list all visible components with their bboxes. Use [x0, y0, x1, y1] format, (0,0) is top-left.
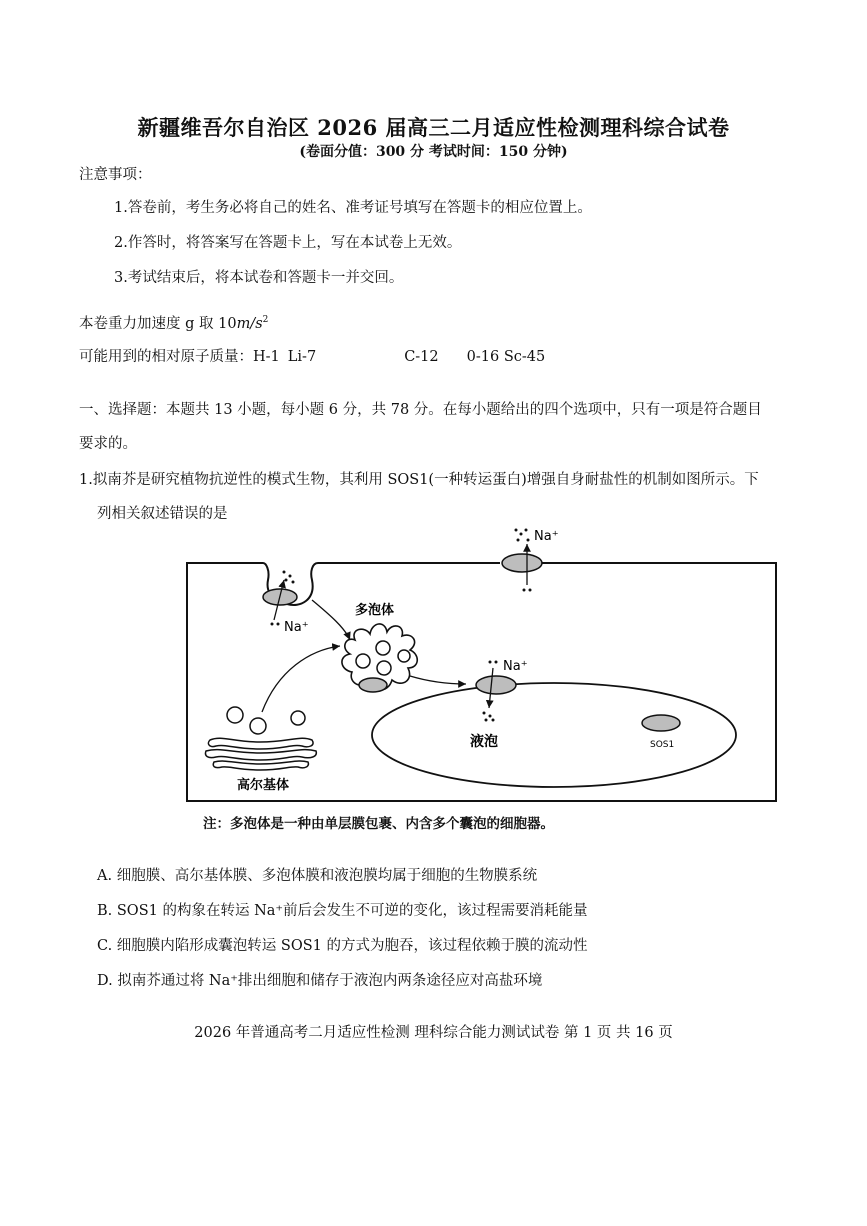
- sos1-legend-icon: [642, 715, 680, 731]
- section-heading: 一、选择题：本题共 13 小题，每小题 6 分，共 78 分。在每小题给出的四个选项中，只有一项是符合题目: [79, 402, 762, 418]
- na-label-left: Na⁺: [284, 620, 309, 635]
- gravity-prefix: 本卷重力加速度 g 取 10: [79, 316, 237, 332]
- vacuole: [372, 683, 736, 787]
- gravity-unit: m/s: [236, 316, 263, 332]
- na-label-vacuole: Na⁺: [503, 659, 528, 674]
- figure-note: 注：多泡体是一种由单层膜包裹、内含多个囊泡的细胞器。: [203, 816, 554, 832]
- sos1-legend-label: SOS1: [650, 740, 675, 750]
- section-heading-cont: 要求的。: [79, 436, 137, 452]
- note-item: 2.作答时，将答案写在答题卡上，写在本试卷上无效。: [114, 235, 462, 251]
- note-item: 1.答卷前，考生务必将自己的姓名、准考证号填写在答题卡的相应位置上。: [114, 200, 592, 216]
- atomic-masses-label: 可能用到的相对原子质量：H-1: [79, 349, 280, 365]
- question-stem-cont: 列相关叙述错误的是: [97, 506, 228, 522]
- gravity-exponent: 2: [262, 315, 269, 326]
- na-label-top: Na⁺: [534, 529, 559, 544]
- notes-heading: 注意事项：: [79, 167, 152, 183]
- option-b: B. SOS1 的构象在转运 Na⁺前后会发生不可逆的变化，该过程需要消耗能量: [97, 903, 588, 919]
- page-footer: 2026 年普通高考二月适应性检测 理科综合能力测试试卷 第 1 页 共 16 页: [194, 1025, 673, 1041]
- page-title: 新疆维吾尔自治区 2026 届高三二月适应性检测理科综合试卷: [137, 115, 730, 140]
- atomic-mass-o-sc: 0-16 Sc-45: [466, 349, 546, 365]
- option-d: D. 拟南芥通过将 Na⁺排出细胞和储存于液泡内两条途径应对高盐环境: [97, 973, 543, 989]
- option-a: A. 细胞膜、高尔基体膜、多泡体膜和液泡膜均属于细胞的生物膜系统: [97, 868, 538, 884]
- atomic-mass-li: Li-7: [287, 349, 317, 365]
- option-c: C. 细胞膜内陷形成囊泡转运 SOS1 的方式为胞吞，该过程依赖于膜的流动性: [97, 938, 588, 954]
- vacuole-label: 液泡: [470, 734, 498, 750]
- note-item: 3.考试结束后，将本试卷和答题卡一并交回。: [114, 270, 404, 286]
- question-stem: 1.拟南芥是研究植物抗逆性的模式生物，其利用 SOS1(一种转运蛋白)增强自身耐盐性的机制如图所示。下: [79, 472, 759, 488]
- atomic-mass-c: C-12: [404, 349, 439, 365]
- sos1-vacuole: [476, 676, 516, 694]
- golgi-body: [205, 707, 316, 770]
- exam-info: (卷面分值：300 分 考试时间：150 分钟): [299, 144, 568, 160]
- golgi-label: 高尔基体: [237, 778, 290, 793]
- multivesicular-label: 多泡体: [355, 603, 395, 618]
- sos1-membrane: [502, 554, 542, 572]
